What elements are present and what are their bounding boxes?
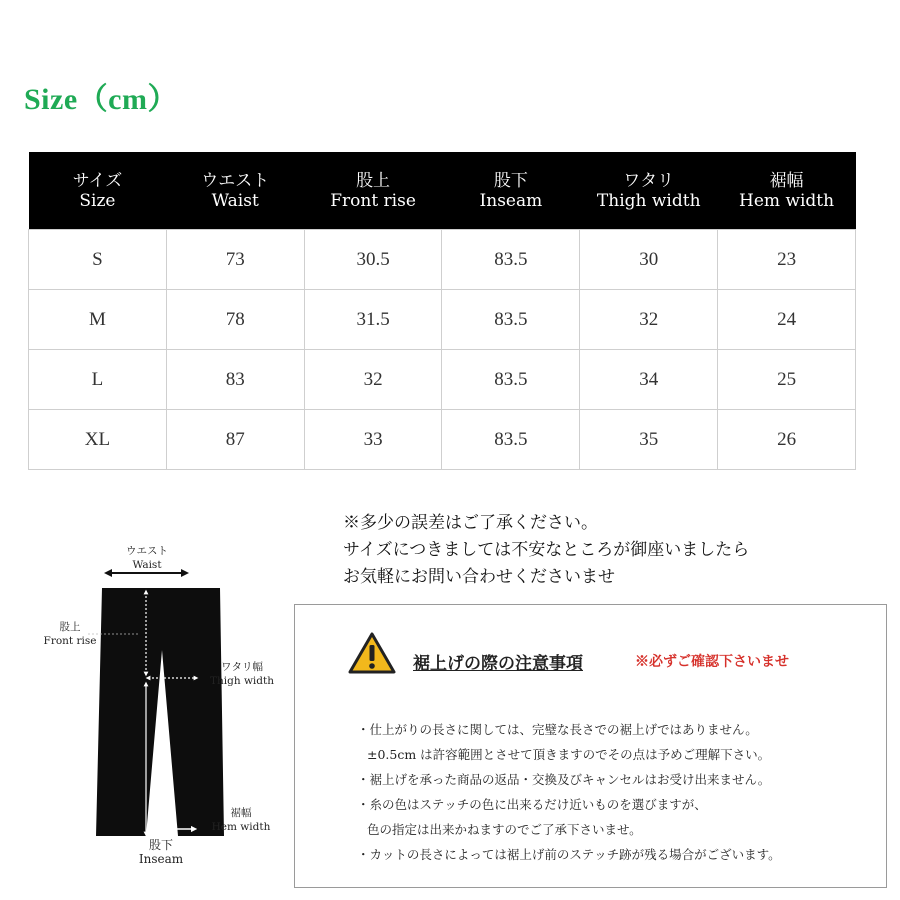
header-waist: ウエスト Waist <box>166 152 304 230</box>
table-row <box>29 230 856 290</box>
size-table <box>28 152 856 470</box>
table-cell: 23 <box>718 230 856 290</box>
header-thigh-width: ワタリ Thigh width <box>580 152 718 230</box>
waist-label: ウエスト Waist <box>126 545 168 571</box>
table-row <box>29 290 856 350</box>
table-cell: 83.5 <box>442 350 580 410</box>
pants-measurement-diagram <box>30 540 300 880</box>
inseam-label: 股下 Inseam <box>138 838 184 866</box>
list-item: ・カットの長さによっては裾上げ前のステッチ跡が残る場合がございます。 <box>357 847 781 862</box>
table-cell: 83.5 <box>442 230 580 290</box>
table-cell: 87 <box>166 410 304 470</box>
header-hem-width: 裾幅 Hem width <box>718 152 856 230</box>
warning-icon <box>347 631 397 675</box>
table-cell: 83 <box>166 350 304 410</box>
table-cell: 30 <box>580 230 718 290</box>
table-cell: 26 <box>718 410 856 470</box>
caution-list <box>357 717 781 867</box>
table-cell: 73 <box>166 230 304 290</box>
hemming-caution-box <box>294 604 887 888</box>
table-cell: 32 <box>304 350 442 410</box>
table-cell: M <box>29 290 167 350</box>
header-size: サイズ Size <box>29 152 167 230</box>
table-cell: 24 <box>718 290 856 350</box>
header-inseam: 股下 Inseam <box>442 152 580 230</box>
list-item: ・仕上がりの長さに関しては、完璧な長さでの裾上げではありません。 <box>357 722 758 737</box>
table-cell: 78 <box>166 290 304 350</box>
table-cell: 25 <box>718 350 856 410</box>
list-item: ・糸の色はステッチの色に出来るだけ近いものを選びますが、 <box>357 797 707 812</box>
table-cell: 34 <box>580 350 718 410</box>
note-line: ※多少の誤差はご了承ください。 <box>343 513 598 533</box>
thigh-width-label: ワタリ幅 Thigh width <box>210 661 274 687</box>
table-row <box>29 410 856 470</box>
table-cell: 32 <box>580 290 718 350</box>
table-cell: 30.5 <box>304 230 442 290</box>
header-front-rise: 股上 Front rise <box>304 152 442 230</box>
list-item: ±0.5cm は許容範囲とさせて頂きますのでその点は予めご理解下さい。 <box>367 747 771 762</box>
size-notes <box>343 510 749 591</box>
hem-width-label: 裾幅 Hem width <box>211 807 271 833</box>
table-cell: 83.5 <box>442 410 580 470</box>
note-line: サイズにつきましては不安なところが御座いましたら <box>343 540 750 560</box>
table-cell: XL <box>29 410 167 470</box>
list-item: 色の指定は出来かねますのでご了承下さいませ。 <box>367 822 642 837</box>
table-cell: 31.5 <box>304 290 442 350</box>
table-header-row <box>29 152 856 230</box>
table-cell: 83.5 <box>442 290 580 350</box>
caution-title: 裾上げの際の注意事項 <box>413 654 583 674</box>
note-line: お気軽にお問い合わせくださいませ <box>343 567 615 587</box>
caution-note: ※必ずご確認下さいませ <box>635 654 789 670</box>
list-item: ・裾上げを承った商品の返品・交換及びキャンセルはお受け出来ません。 <box>357 772 771 787</box>
page-title: Size（cm） <box>24 83 178 116</box>
table-cell: S <box>29 230 167 290</box>
table-cell: L <box>29 350 167 410</box>
front-rise-label: 股上 Front rise <box>43 621 97 647</box>
table-cell: 35 <box>580 410 718 470</box>
table-cell: 33 <box>304 410 442 470</box>
table-row <box>29 350 856 410</box>
